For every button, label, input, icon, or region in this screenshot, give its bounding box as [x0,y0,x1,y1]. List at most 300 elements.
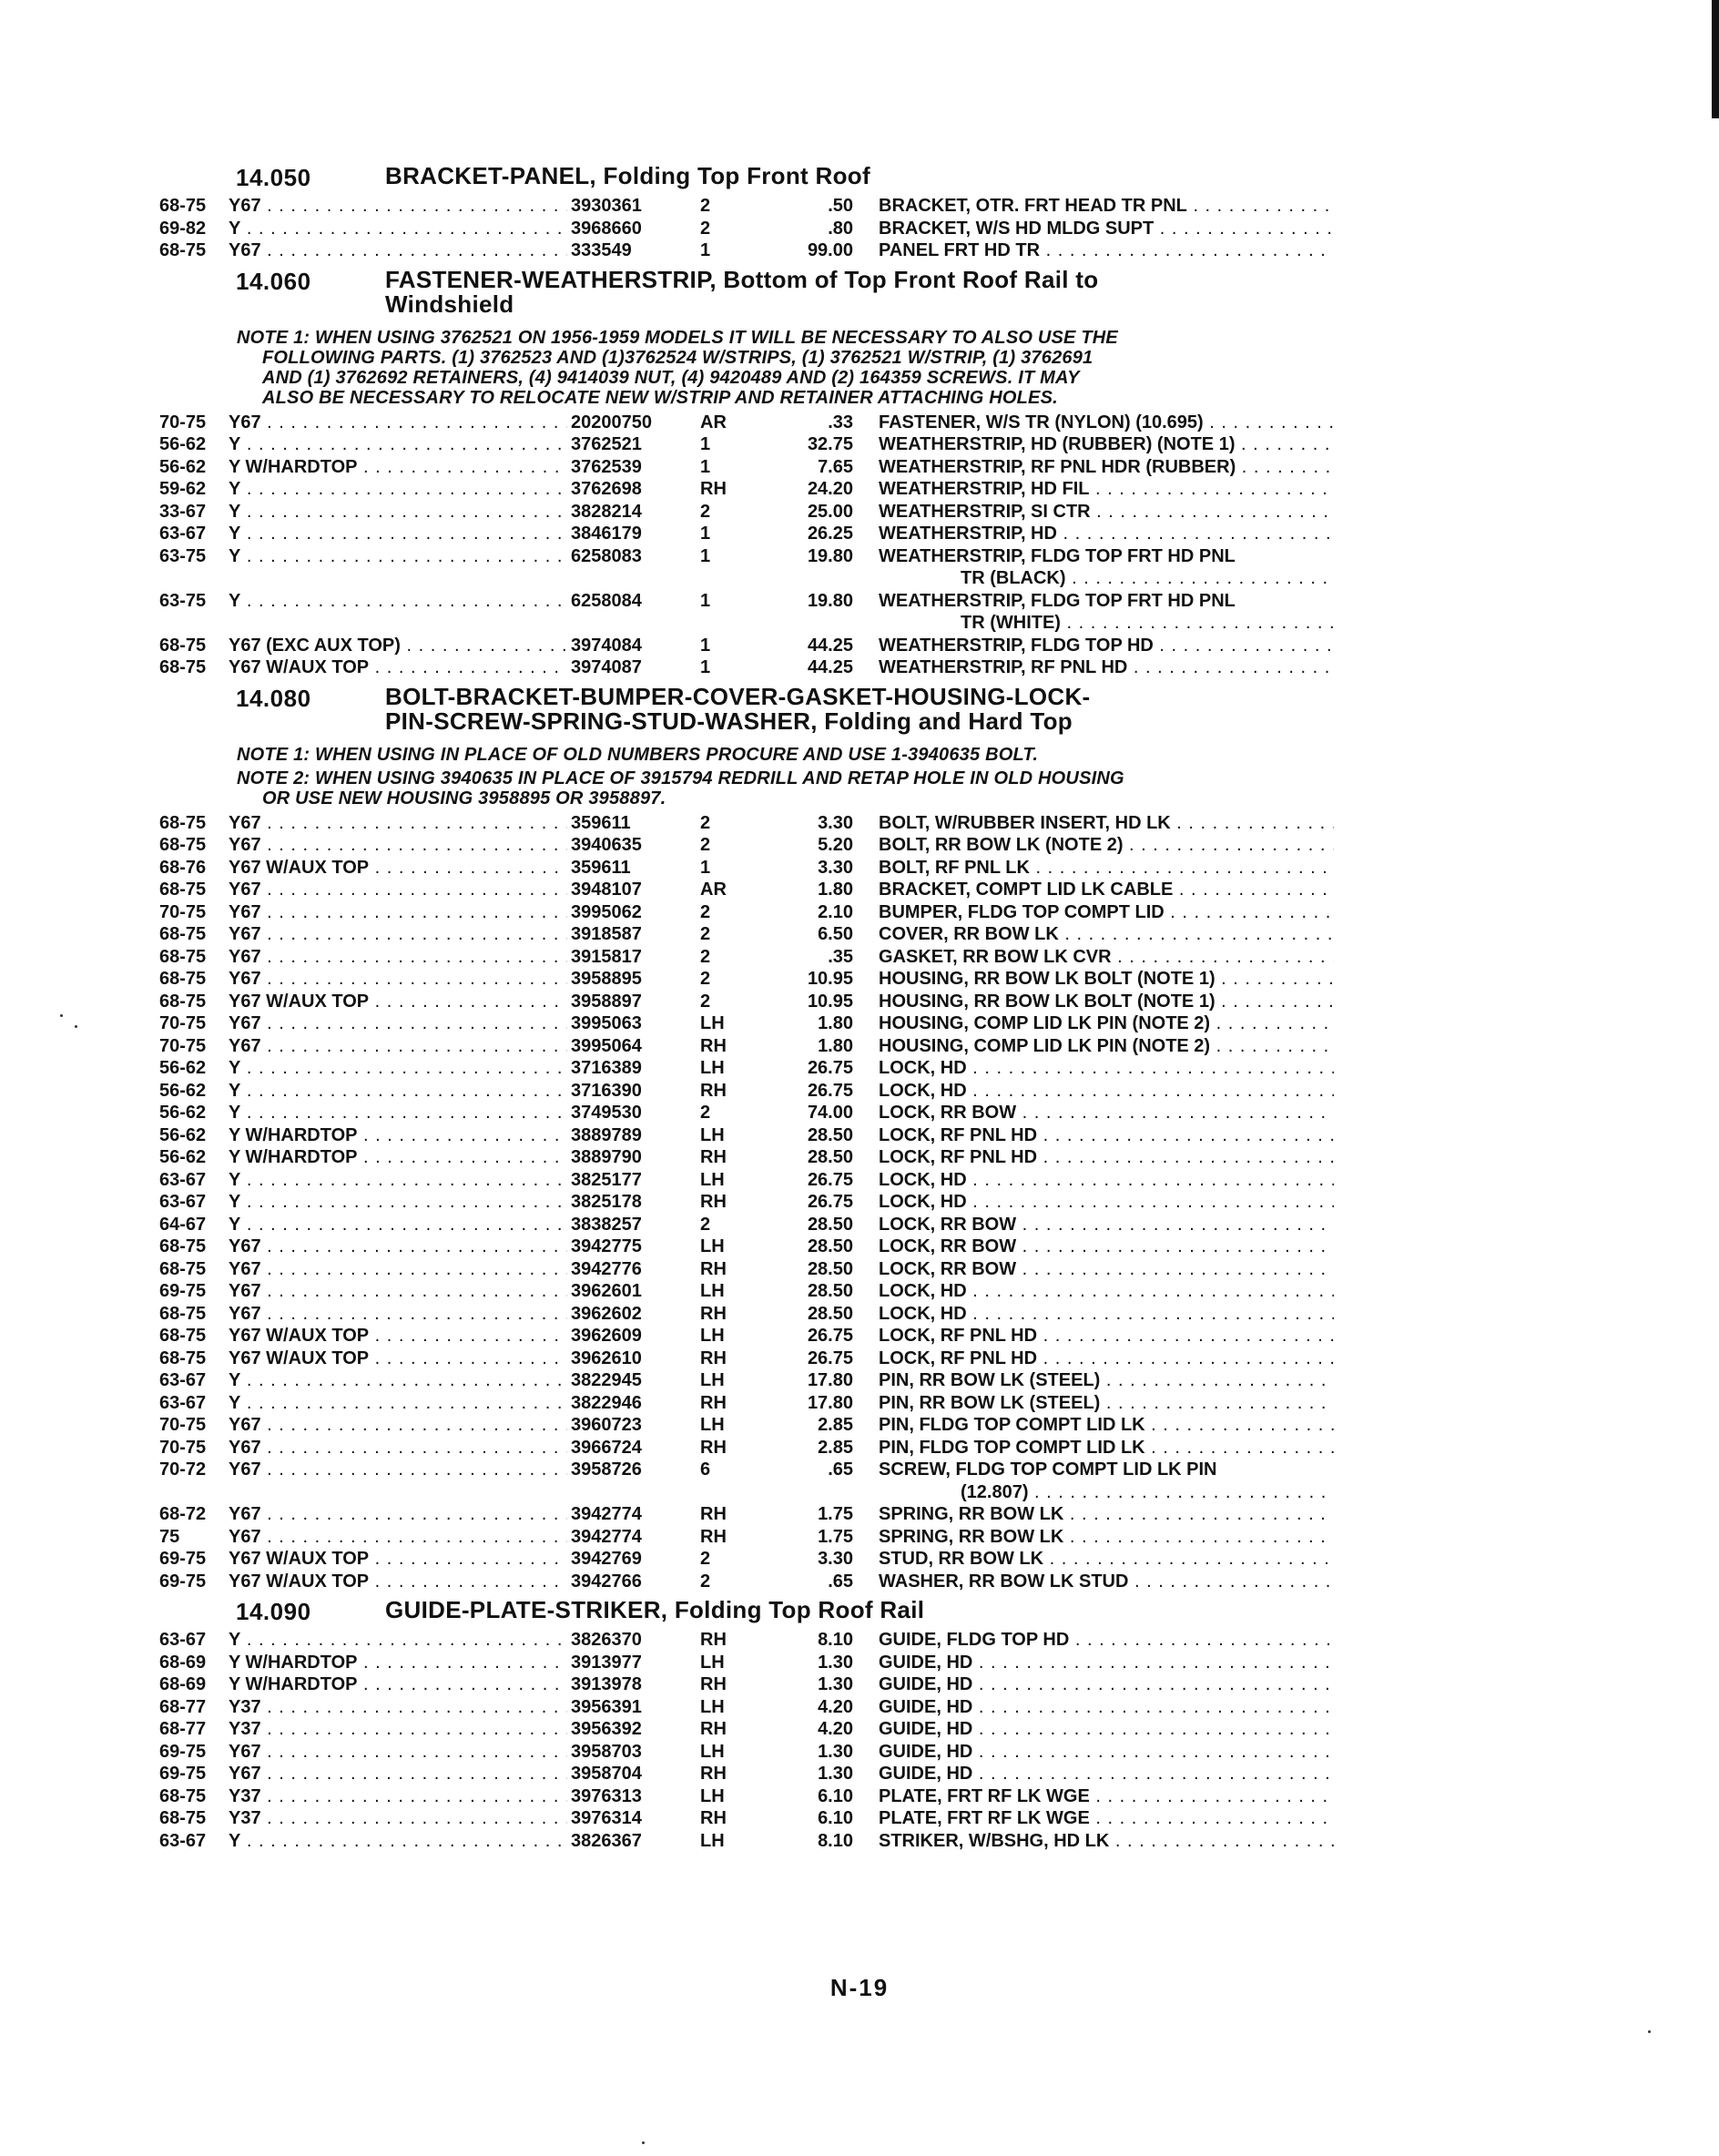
model-years [159,1763,223,1785]
price-text: 28.50 [807,1214,853,1235]
price-text: 74.00 [807,1103,853,1123]
model-years-text: 68-75 [159,1258,207,1279]
part-number [567,590,698,613]
part-number-text: 3942769 [571,1549,642,1569]
price [751,1673,853,1696]
price [751,1526,853,1549]
price-text: 26.75 [807,1080,853,1101]
model-years [159,1146,223,1169]
part-number [567,1102,698,1124]
quantity [700,1102,746,1124]
part-description-text: GUIDE, HD [879,1764,973,1784]
price [751,879,853,901]
part-row [159,1146,1334,1169]
quantity [700,1459,746,1481]
part-row [159,195,1334,218]
model-years-text: 63-67 [159,1830,207,1851]
part-number-text: 3956392 [571,1719,642,1739]
part-row [159,1236,1334,1258]
quantity [700,1369,746,1392]
model-years [159,1526,223,1549]
part-number [567,1035,698,1058]
price [751,1325,853,1348]
scan-speck [60,1014,63,1017]
model-years [159,1348,223,1370]
model-application-text: Y [229,1830,241,1851]
part-description-text: LOCK, RF PNL HD [879,1348,1038,1368]
price-text: 19.80 [807,590,853,611]
price-text: 3.30 [818,857,853,878]
part-number-text: 3958897 [571,991,642,1012]
price [751,656,853,679]
model-years-text: 68-75 [159,812,207,833]
quantity-text: LH [700,1741,725,1762]
part-number [567,879,698,901]
part-number-text: 3974084 [571,635,642,656]
part-description-text: WASHER, RR BOW LK STUD [879,1571,1129,1592]
quantity [700,1214,746,1236]
part-description-text: WEATHERSTRIP, HD FIL [879,479,1090,499]
part-row [159,857,1334,880]
part-number-text: 3960723 [571,1415,642,1435]
part-description [879,635,1334,657]
model-years [159,501,223,524]
part-description [879,1830,1334,1853]
quantity [700,1414,746,1437]
part-number [567,1303,698,1326]
part-number [567,1012,698,1035]
part-row [159,1629,1334,1652]
model-application-text: Y [229,434,241,454]
part-description-text: HOUSING, COMP LID LK PIN (NOTE 2) [879,1013,1211,1033]
model-application-text: Y67 [229,1437,261,1458]
part-row [159,1830,1334,1853]
part-row [159,1571,1334,1593]
model-application-text: Y67 [229,1764,261,1784]
quantity [700,946,746,969]
part-description-text: PLATE, FRT RF LK WGE [879,1785,1090,1806]
part-number-text: 3913977 [571,1652,642,1673]
section-title [385,682,1296,735]
model-years [159,1807,223,1830]
part-description-text: LOCK, RF PNL HD [879,1326,1038,1346]
model-years-text: 68-69 [159,1652,207,1673]
part-description [879,1526,1334,1549]
part-row [159,456,1334,479]
part-description-text: LOCK, RF PNL HD [879,1124,1038,1145]
model-years-text: 68-75 [159,991,207,1012]
price [751,545,853,568]
model-years-text: 69-82 [159,218,207,239]
price [751,239,853,262]
part-number-text: 3962602 [571,1303,642,1324]
part-row [159,1369,1334,1392]
part-number [567,635,698,657]
part-description [879,946,1334,969]
price [751,1548,853,1571]
price-text: 99.00 [807,240,853,260]
quantity [700,1696,746,1719]
part-number [567,239,698,262]
part-number-text: 3966724 [571,1437,642,1458]
model-years [159,1102,223,1124]
scan-edge-mark [1712,0,1719,118]
part-number-text: 3958726 [571,1459,642,1480]
model-years [159,1012,223,1035]
section-number: 14.080 [236,684,311,712]
quantity [700,1080,746,1103]
model-application-text: Y67 W/AUX TOP [229,1549,370,1569]
quantity-text: 1 [700,524,711,544]
price [751,991,853,1013]
quantity-text: 2 [700,812,711,833]
part-number-text: 20200750 [571,412,652,432]
part-number [567,1392,698,1415]
model-application-text: Y67 W/AUX TOP [229,1348,370,1368]
model-application-text: Y67 [229,880,261,900]
part-number [567,1124,698,1147]
quantity-text: LH [700,1696,725,1717]
part-description [879,433,1334,456]
part-row [159,812,1334,835]
price-text: 28.50 [807,1281,853,1301]
part-number-text: 3716390 [571,1080,642,1101]
part-number-text: 3822946 [571,1392,642,1413]
part-row [159,1503,1334,1526]
model-years [159,1718,223,1741]
quantity [700,1548,746,1571]
part-row [159,1785,1334,1808]
quantity [700,1785,746,1808]
part-row [159,1807,1334,1830]
part-number-text: 3822945 [571,1370,642,1390]
model-years [159,1035,223,1058]
quantity [700,1629,746,1652]
model-years-text: 59-62 [159,479,207,499]
price [751,946,853,969]
quantity [700,412,746,434]
part-number [567,1548,698,1571]
model-years [159,946,223,969]
price [751,412,853,434]
model-years [159,1830,223,1853]
model-years-text: 70-75 [159,1415,207,1435]
part-number-text: 3958895 [571,969,642,989]
quantity [700,1169,746,1192]
quantity-text: 2 [700,991,711,1012]
model-years-text: 70-75 [159,1035,207,1056]
quantity [700,1830,746,1853]
quantity-text: LH [700,1326,725,1346]
section-title-line: BRACKET-PANEL, Folding Top Front Roof [385,162,870,189]
part-description [879,1369,1334,1392]
price [751,1696,853,1719]
price [751,456,853,479]
model-application-text: Y W/HARDTOP [229,1124,358,1145]
quantity-text: LH [700,1830,725,1851]
quantity-text: LH [700,1415,725,1435]
quantity-text: 2 [700,1214,711,1235]
quantity-text: 2 [700,218,711,239]
model-years-text: 56-62 [159,1103,207,1123]
model-years-text: 68-75 [159,1236,207,1256]
price-text: .65 [828,1571,853,1592]
model-years [159,1214,223,1236]
part-number-text: 3826370 [571,1630,642,1650]
part-number-text: 3825178 [571,1192,642,1212]
part-description [879,1629,1334,1652]
part-number-text: 3918587 [571,924,642,944]
model-years-text: 68-75 [159,1348,207,1368]
part-number [567,991,698,1013]
section-number: 14.090 [236,1598,311,1625]
model-application-text: Y67 [229,946,261,967]
part-description [879,412,1334,434]
part-description [879,1696,1334,1719]
part-row [159,1035,1334,1058]
note-line: NOTE 1: WHEN USING IN PLACE OF OLD NUMBERS PROCURE AND USE 1-3940635 BOLT. [237,744,1039,765]
part-row [159,412,1334,434]
quantity-text: AR [700,880,727,900]
part-row [159,1280,1334,1303]
part-description [879,968,1334,991]
part-description-text: SCREW, FLDG TOP COMPT LID LK PIN [879,1459,1217,1480]
model-application-text: Y [229,218,241,239]
part-row [159,991,1334,1013]
part-number [567,1169,698,1192]
model-years-text: 68-75 [159,657,207,677]
part-description-continued: TR (WHITE) . . . [879,612,1334,635]
model-years [159,656,223,679]
quantity-text: 2 [700,946,711,967]
part-description [879,1080,1334,1103]
part-row [159,1526,1334,1549]
quantity-text: RH [700,1303,727,1324]
part-number [567,1146,698,1169]
quantity-text: 2 [700,901,711,922]
part-row [159,1012,1334,1035]
model-years-text: 63-67 [159,1630,207,1650]
part-number [567,656,698,679]
price-text: .50 [828,196,853,216]
part-number [567,478,698,501]
part-description [879,1146,1334,1169]
quantity-text: RH [700,1035,727,1056]
quantity-text: RH [700,1504,727,1524]
model-years-text: 68-75 [159,1303,207,1324]
quantity [700,218,746,240]
quantity [700,1673,746,1696]
model-application-text: Y67 W/AUX TOP [229,1571,370,1592]
section-header [159,265,1334,324]
price-text: 1.80 [818,1013,853,1033]
price [751,968,853,991]
part-description [879,1258,1334,1281]
price-text: 10.95 [807,969,853,989]
part-description [879,1303,1334,1326]
price-text: 28.50 [807,1236,853,1256]
price [751,1807,853,1830]
model-years-text: 68-75 [159,635,207,656]
price [751,834,853,857]
part-row [159,1652,1334,1674]
model-years-text: 68-77 [159,1696,207,1717]
model-application-text: Y [229,1370,241,1390]
part-description-text: WEATHERSTRIP, RF PNL HD [879,657,1128,677]
part-number-text: 3749530 [571,1103,642,1123]
part-row [159,1080,1334,1103]
part-number [567,1080,698,1103]
part-number [567,1652,698,1674]
part-row [159,478,1334,501]
model-application-text: Y67 [229,1526,261,1547]
section-note [237,768,1284,808]
part-description-text: LOCK, HD [879,1058,967,1078]
part-description-text: BRACKET, W/S HD MLDG SUPT [879,218,1154,239]
quantity [700,1325,746,1348]
part-description-text: WEATHERSTRIP, FLDG TOP HD [879,635,1154,656]
model-years [159,456,223,479]
price [751,1503,853,1526]
quantity [700,1503,746,1526]
quantity [700,1348,746,1370]
part-description-text: PANEL FRT HD TR [879,240,1041,260]
model-years [159,1673,223,1696]
part-number-text: 3846179 [571,524,642,544]
part-number [567,1325,698,1348]
part-description [879,1673,1334,1696]
model-years [159,1785,223,1808]
part-number [567,1763,698,1785]
model-application-text: Y W/HARDTOP [229,1147,358,1167]
quantity [700,1571,746,1593]
model-application-text: Y67 (EXC AUX TOP) [229,635,401,656]
quantity-text: 2 [700,835,711,855]
price [751,1303,853,1326]
model-years [159,412,223,434]
section-title-line: FASTENER-WEATHERSTRIP, Bottom of Top Front Roof Rail to [385,265,1099,293]
quantity-text: AR [700,412,727,432]
price [751,1629,853,1652]
quantity [700,501,746,524]
quantity [700,1035,746,1058]
quantity-text: LH [700,1281,725,1301]
part-description [879,523,1334,545]
part-description [879,1414,1334,1437]
model-years [159,218,223,240]
model-application-text: Y W/HARDTOP [229,1674,358,1694]
price [751,1830,853,1853]
part-number-text: 3826367 [571,1830,642,1851]
part-row [159,1191,1334,1214]
part-description [879,1325,1334,1348]
price [751,1191,853,1214]
price-text: 26.75 [807,1326,853,1346]
part-description-text: PIN, FLDG TOP COMPT LID LK [879,1437,1145,1458]
section-header [159,1598,1334,1629]
section-title [385,1598,1296,1622]
section-title [385,265,1296,318]
part-number [567,1348,698,1370]
price-text: 8.10 [818,1630,853,1650]
price [751,1718,853,1741]
price [751,195,853,218]
quantity [700,1763,746,1785]
price-text: 4.20 [818,1696,853,1717]
model-years [159,923,223,946]
part-description-text: STUD, RR BOW LK [879,1549,1044,1569]
model-years-text: 56-62 [159,1058,207,1078]
part-description [879,879,1334,901]
model-years [159,1459,223,1481]
price-text: 28.50 [807,1258,853,1279]
note-line: ALSO BE NECESSARY TO RELOCATE NEW W/STRIP AND RETAINER ATTACHING HOLES. [262,387,1058,408]
part-number-text: 3976314 [571,1808,642,1828]
price-text: .35 [828,946,853,967]
quantity [700,1303,746,1326]
quantity-text: RH [700,1080,727,1101]
part-row [159,545,1334,590]
part-number [567,501,698,524]
quantity [700,656,746,679]
part-description [879,1652,1334,1674]
price-text: 1.30 [818,1652,853,1673]
model-years [159,812,223,835]
price-text: 3.30 [818,1549,853,1569]
quantity-text: 2 [700,1549,711,1569]
part-description [879,501,1334,524]
quantity [700,1146,746,1169]
part-number-text: 3828214 [571,501,642,522]
scan-speck [75,1025,77,1028]
model-years-text: 56-62 [159,1147,207,1167]
quantity [700,812,746,835]
quantity-text: LH [700,1785,725,1806]
price-text: 6.50 [818,924,853,944]
part-number-text: 359611 [571,857,631,878]
part-description-text: BRACKET, COMPT LID LK CABLE [879,880,1174,900]
part-description [879,834,1334,857]
part-number-text: 3838257 [571,1214,642,1235]
part-description-text: SPRING, RR BOW LK [879,1504,1064,1524]
quantity-text: 2 [700,924,711,944]
part-row [159,1057,1334,1080]
part-row [159,501,1334,524]
price [751,523,853,545]
quantity-text: LH [700,1652,725,1673]
part-description [879,456,1334,479]
quantity-text: 2 [700,1103,711,1123]
quantity [700,923,746,946]
part-description [879,1785,1334,1808]
part-number-text: 3958703 [571,1741,642,1762]
quantity-text: LH [700,1370,725,1390]
part-number [567,456,698,479]
part-number-text: 3913978 [571,1674,642,1694]
note-line: FOLLOWING PARTS. (1) 3762523 AND (1)3762524 W/STRIPS, (1) 3762521 W/STRIP, (1) 3762691 [262,347,1093,368]
model-years-text: 63-67 [159,524,207,544]
quantity [700,1258,746,1281]
part-number [567,923,698,946]
part-description-text: WEATHERSTRIP, SI CTR [879,501,1091,522]
part-description-text: GASKET, RR BOW LK CVR [879,946,1112,967]
model-application-text: Y37 [229,1785,261,1806]
part-row [159,968,1334,991]
part-description-text: LOCK, RR BOW [879,1214,1017,1235]
part-row [159,1258,1334,1281]
quantity-text: RH [700,1630,727,1650]
price-text: 32.75 [807,434,853,454]
